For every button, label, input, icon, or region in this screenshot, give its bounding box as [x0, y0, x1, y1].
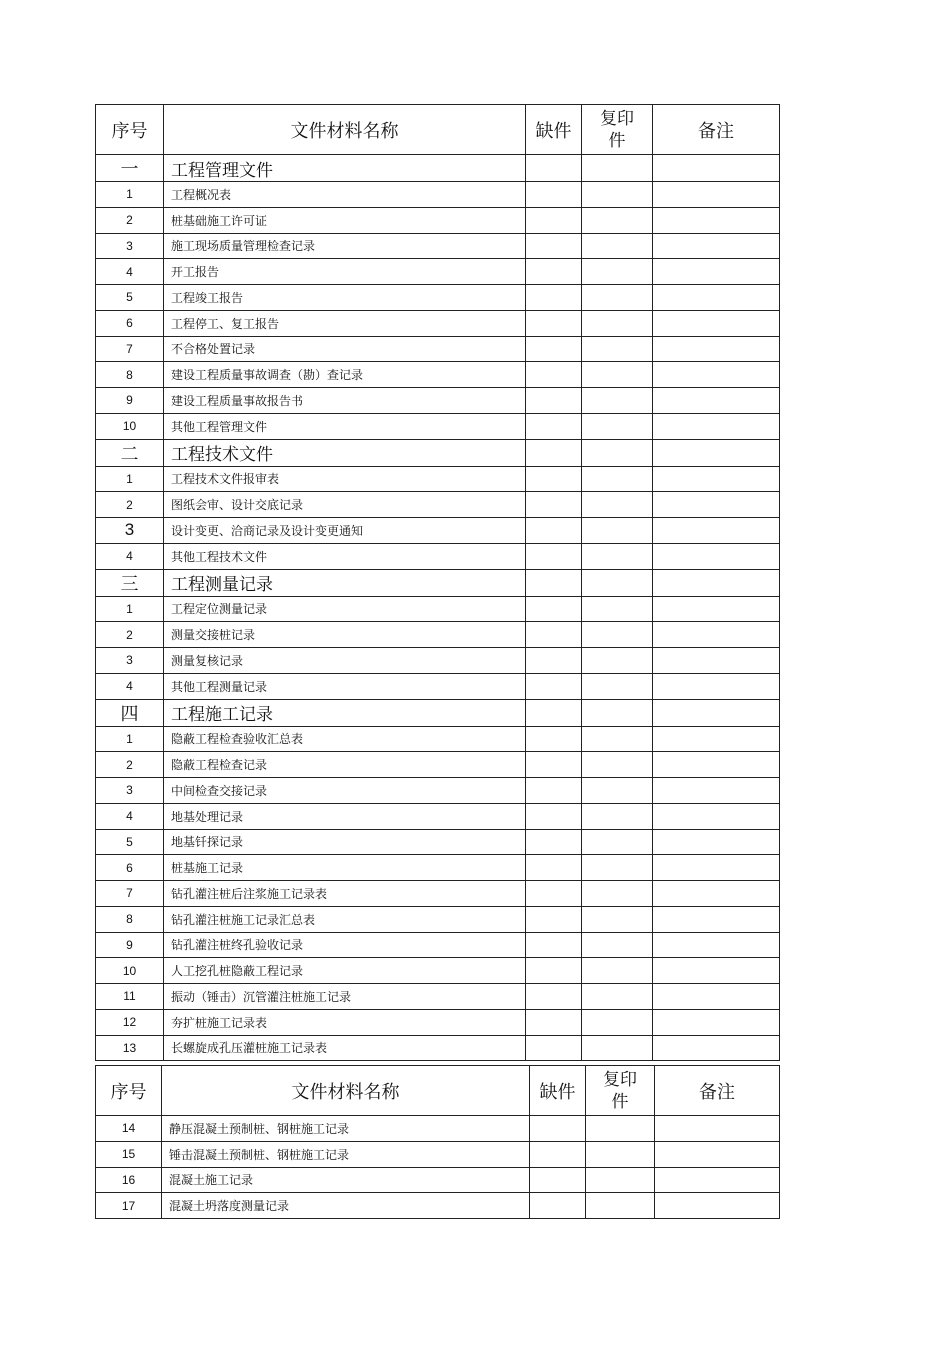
row-missing-cell — [526, 259, 582, 285]
row-copy-cell — [582, 207, 653, 233]
row-document-name: 混凝土施工记录 — [162, 1167, 530, 1193]
row-note-cell — [653, 932, 780, 958]
row-document-name: 中间检查交接记录 — [164, 778, 526, 804]
row-note-cell — [653, 622, 780, 648]
row-missing-cell — [526, 543, 582, 569]
row-number: 16 — [96, 1167, 162, 1193]
row-number: 2 — [96, 622, 164, 648]
row-note-cell — [653, 336, 780, 362]
header-seq: 序号 — [96, 1066, 162, 1116]
row-missing-cell — [526, 699, 582, 726]
row-number: 9 — [96, 388, 164, 414]
row-number: 1 — [96, 466, 164, 492]
row-missing-cell — [526, 439, 582, 466]
row-document-name: 地基处理记录 — [164, 803, 526, 829]
row-note-cell — [653, 1035, 780, 1061]
table-row — [96, 1193, 780, 1219]
row-missing-cell — [526, 1035, 582, 1061]
row-document-name: 设计变更、洽商记录及设计变更通知 — [164, 518, 526, 544]
row-document-name: 测量交接桩记录 — [164, 622, 526, 648]
row-missing-cell — [526, 207, 582, 233]
row-number: 4 — [96, 673, 164, 699]
row-missing-cell — [526, 336, 582, 362]
row-number: 二 — [96, 439, 164, 466]
row-number: 17 — [96, 1193, 162, 1219]
row-document-name: 工程竣工报告 — [164, 285, 526, 311]
row-number: 7 — [96, 881, 164, 907]
row-note-cell — [653, 752, 780, 778]
row-document-name: 长螺旋成孔压灌桩施工记录表 — [164, 1035, 526, 1061]
section-row — [96, 439, 780, 466]
row-note-cell — [655, 1167, 780, 1193]
row-copy-cell — [582, 182, 653, 208]
row-note-cell — [653, 182, 780, 208]
row-copy-cell — [582, 881, 653, 907]
table-row — [96, 1167, 780, 1193]
row-number: 14 — [96, 1116, 162, 1142]
row-note-cell — [653, 596, 780, 622]
row-note-cell — [653, 881, 780, 907]
row-copy-cell — [582, 803, 653, 829]
row-missing-cell — [526, 932, 582, 958]
row-note-cell — [655, 1116, 780, 1142]
row-note-cell — [655, 1141, 780, 1167]
row-note-cell — [653, 259, 780, 285]
row-document-name: 工程概况表 — [164, 182, 526, 208]
row-number: 6 — [96, 855, 164, 881]
row-document-name: 钻孔灌注桩终孔验收记录 — [164, 932, 526, 958]
row-missing-cell — [526, 803, 582, 829]
row-document-name: 其他工程管理文件 — [164, 413, 526, 439]
row-copy-cell — [582, 622, 653, 648]
row-number: 5 — [96, 285, 164, 311]
header-copy-line2: 件 — [611, 1091, 629, 1112]
table-row — [96, 726, 780, 752]
table-row — [96, 881, 780, 907]
row-note-cell — [653, 648, 780, 674]
row-missing-cell — [526, 622, 582, 648]
row-missing-cell — [526, 413, 582, 439]
row-note-cell — [653, 726, 780, 752]
row-copy-cell — [582, 906, 653, 932]
table-row — [96, 1009, 780, 1035]
section-row — [96, 699, 780, 726]
row-copy-cell — [582, 726, 653, 752]
table-row — [96, 958, 780, 984]
row-missing-cell — [526, 569, 582, 596]
row-copy-cell — [582, 829, 653, 855]
row-missing-cell — [526, 596, 582, 622]
row-number: 13 — [96, 1035, 164, 1061]
row-document-name: 建设工程质量事故调查（勘）查记录 — [164, 362, 526, 388]
row-copy-cell — [582, 752, 653, 778]
row-missing-cell — [526, 518, 582, 544]
header-copy — [586, 1066, 655, 1116]
header-name: 文件材料名称 — [162, 1066, 530, 1116]
row-copy-cell — [582, 466, 653, 492]
row-document-name: 钻孔灌注桩后注浆施工记录表 — [164, 881, 526, 907]
row-copy-cell — [582, 673, 653, 699]
row-document-name: 桩基础施工许可证 — [164, 207, 526, 233]
row-document-name: 其他工程测量记录 — [164, 673, 526, 699]
row-copy-cell — [582, 932, 653, 958]
row-note-cell — [653, 855, 780, 881]
row-document-name: 工程管理文件 — [164, 155, 526, 182]
table-row — [96, 984, 780, 1010]
row-document-name: 钻孔灌注桩施工记录汇总表 — [164, 906, 526, 932]
row-note-cell — [653, 543, 780, 569]
table-row — [96, 1035, 780, 1061]
row-number: 8 — [96, 906, 164, 932]
row-document-name: 建设工程质量事故报告书 — [164, 388, 526, 414]
row-copy-cell — [582, 362, 653, 388]
header-note: 备注 — [653, 105, 780, 155]
row-note-cell — [653, 362, 780, 388]
table-row — [96, 596, 780, 622]
row-missing-cell — [526, 829, 582, 855]
row-note-cell — [653, 984, 780, 1010]
row-document-name: 其他工程技术文件 — [164, 543, 526, 569]
row-missing-cell — [526, 388, 582, 414]
row-number: 11 — [96, 984, 164, 1010]
row-document-name: 工程技术文件报审表 — [164, 466, 526, 492]
row-note-cell — [653, 569, 780, 596]
row-document-name: 混凝土坍落度测量记录 — [162, 1193, 530, 1219]
row-copy-cell — [582, 285, 653, 311]
row-copy-cell — [582, 543, 653, 569]
row-copy-cell — [582, 984, 653, 1010]
row-note-cell — [653, 413, 780, 439]
table-row — [96, 648, 780, 674]
row-copy-cell — [582, 518, 653, 544]
row-number: 一 — [96, 155, 164, 182]
table-row — [96, 285, 780, 311]
header-copy — [582, 105, 653, 155]
table-row — [96, 673, 780, 699]
row-copy-cell — [582, 413, 653, 439]
row-number: 3 — [96, 778, 164, 804]
row-document-name: 工程定位测量记录 — [164, 596, 526, 622]
row-missing-cell — [530, 1193, 586, 1219]
row-copy-cell — [586, 1193, 655, 1219]
header-name: 文件材料名称 — [164, 105, 526, 155]
row-missing-cell — [526, 182, 582, 208]
row-missing-cell — [526, 673, 582, 699]
row-number: 3 — [96, 518, 164, 544]
row-document-name: 工程施工记录 — [164, 699, 526, 726]
row-number: 10 — [96, 958, 164, 984]
row-copy-cell — [582, 648, 653, 674]
row-document-name: 不合格处置记录 — [164, 336, 526, 362]
row-note-cell — [653, 388, 780, 414]
row-copy-cell — [582, 958, 653, 984]
row-number: 9 — [96, 932, 164, 958]
table-header-row — [96, 105, 780, 155]
table-row — [96, 182, 780, 208]
table-row — [96, 310, 780, 336]
row-note-cell — [653, 958, 780, 984]
row-number: 15 — [96, 1141, 162, 1167]
row-missing-cell — [526, 778, 582, 804]
file-index-table-1 — [95, 104, 780, 1061]
section-row — [96, 569, 780, 596]
row-note-cell — [653, 466, 780, 492]
row-number: 6 — [96, 310, 164, 336]
row-missing-cell — [526, 648, 582, 674]
row-copy-cell — [582, 310, 653, 336]
table-row — [96, 752, 780, 778]
row-missing-cell — [526, 233, 582, 259]
row-document-name: 夯扩桩施工记录表 — [164, 1009, 526, 1035]
row-note-cell — [653, 906, 780, 932]
row-document-name: 工程技术文件 — [164, 439, 526, 466]
table-row — [96, 622, 780, 648]
row-number: 1 — [96, 182, 164, 208]
table-row — [96, 932, 780, 958]
table-row — [96, 518, 780, 544]
row-missing-cell — [526, 855, 582, 881]
section-row — [96, 155, 780, 182]
row-note-cell — [653, 207, 780, 233]
header-copy-line1: 复印 — [603, 1069, 637, 1090]
row-missing-cell — [530, 1116, 586, 1142]
row-note-cell — [653, 803, 780, 829]
header-missing: 缺件 — [526, 105, 582, 155]
row-missing-cell — [526, 881, 582, 907]
row-document-name: 工程测量记录 — [164, 569, 526, 596]
table-row — [96, 829, 780, 855]
file-index-table-2 — [95, 1065, 780, 1219]
row-note-cell — [653, 1009, 780, 1035]
row-number: 4 — [96, 803, 164, 829]
row-missing-cell — [526, 492, 582, 518]
table-row — [96, 1141, 780, 1167]
row-document-name: 振动（锤击）沉管灌注桩施工记录 — [164, 984, 526, 1010]
row-copy-cell — [582, 492, 653, 518]
row-document-name: 图纸会审、设计交底记录 — [164, 492, 526, 518]
row-missing-cell — [530, 1141, 586, 1167]
row-number: 2 — [96, 207, 164, 233]
header-copy-line2: 件 — [608, 130, 626, 151]
row-number: 4 — [96, 259, 164, 285]
table-row — [96, 336, 780, 362]
table-row — [96, 543, 780, 569]
row-number: 12 — [96, 1009, 164, 1035]
row-copy-cell — [582, 1035, 653, 1061]
row-note-cell — [653, 285, 780, 311]
row-number: 1 — [96, 596, 164, 622]
row-missing-cell — [526, 726, 582, 752]
row-document-name: 开工报告 — [164, 259, 526, 285]
row-copy-cell — [582, 259, 653, 285]
table-row — [96, 388, 780, 414]
table-row — [96, 207, 780, 233]
row-copy-cell — [582, 699, 653, 726]
row-note-cell — [653, 310, 780, 336]
row-document-name: 工程停工、复工报告 — [164, 310, 526, 336]
row-copy-cell — [582, 336, 653, 362]
row-note-cell — [653, 673, 780, 699]
table-row — [96, 803, 780, 829]
header-seq: 序号 — [96, 105, 164, 155]
row-copy-cell — [582, 233, 653, 259]
row-number: 四 — [96, 699, 164, 726]
header-missing: 缺件 — [530, 1066, 586, 1116]
table-row — [96, 259, 780, 285]
row-number: 三 — [96, 569, 164, 596]
row-number: 10 — [96, 413, 164, 439]
row-copy-cell — [586, 1167, 655, 1193]
row-document-name: 测量复核记录 — [164, 648, 526, 674]
header-copy-line1: 复印 — [600, 108, 634, 129]
row-document-name: 锤击混凝土预制桩、钢桩施工记录 — [162, 1141, 530, 1167]
row-missing-cell — [526, 958, 582, 984]
row-copy-cell — [582, 569, 653, 596]
row-missing-cell — [526, 1009, 582, 1035]
table-row — [96, 492, 780, 518]
row-note-cell — [653, 518, 780, 544]
table-row — [96, 362, 780, 388]
row-missing-cell — [526, 466, 582, 492]
header-note: 备注 — [655, 1066, 780, 1116]
row-copy-cell — [582, 155, 653, 182]
table-row — [96, 466, 780, 492]
table-row — [96, 855, 780, 881]
row-document-name: 地基钎探记录 — [164, 829, 526, 855]
row-missing-cell — [526, 752, 582, 778]
table-row — [96, 413, 780, 439]
row-note-cell — [653, 699, 780, 726]
table-header-row — [96, 1066, 780, 1116]
row-copy-cell — [582, 855, 653, 881]
table-row — [96, 906, 780, 932]
row-note-cell — [653, 778, 780, 804]
row-copy-cell — [582, 439, 653, 466]
row-note-cell — [653, 233, 780, 259]
table-row — [96, 1116, 780, 1142]
row-number: 3 — [96, 233, 164, 259]
row-number: 5 — [96, 829, 164, 855]
row-copy-cell — [582, 596, 653, 622]
row-document-name: 桩基施工记录 — [164, 855, 526, 881]
row-missing-cell — [526, 155, 582, 182]
row-document-name: 隐蔽工程检查记录 — [164, 752, 526, 778]
row-missing-cell — [530, 1167, 586, 1193]
row-number: 2 — [96, 492, 164, 518]
row-note-cell — [653, 155, 780, 182]
row-missing-cell — [526, 310, 582, 336]
row-number: 1 — [96, 726, 164, 752]
row-note-cell — [653, 492, 780, 518]
table-row — [96, 778, 780, 804]
row-document-name: 施工现场质量管理检查记录 — [164, 233, 526, 259]
row-number: 8 — [96, 362, 164, 388]
row-number: 3 — [96, 648, 164, 674]
row-note-cell — [653, 829, 780, 855]
row-note-cell — [653, 439, 780, 466]
table-row — [96, 233, 780, 259]
row-copy-cell — [586, 1141, 655, 1167]
row-missing-cell — [526, 362, 582, 388]
row-number: 2 — [96, 752, 164, 778]
row-document-name: 人工挖孔桩隐蔽工程记录 — [164, 958, 526, 984]
row-document-name: 隐蔽工程检查验收汇总表 — [164, 726, 526, 752]
row-copy-cell — [586, 1116, 655, 1142]
row-missing-cell — [526, 285, 582, 311]
row-number: 7 — [96, 336, 164, 362]
row-note-cell — [655, 1193, 780, 1219]
row-copy-cell — [582, 388, 653, 414]
row-number: 4 — [96, 543, 164, 569]
row-copy-cell — [582, 1009, 653, 1035]
row-copy-cell — [582, 778, 653, 804]
row-document-name: 静压混凝土预制桩、钢桩施工记录 — [162, 1116, 530, 1142]
row-missing-cell — [526, 906, 582, 932]
row-missing-cell — [526, 984, 582, 1010]
